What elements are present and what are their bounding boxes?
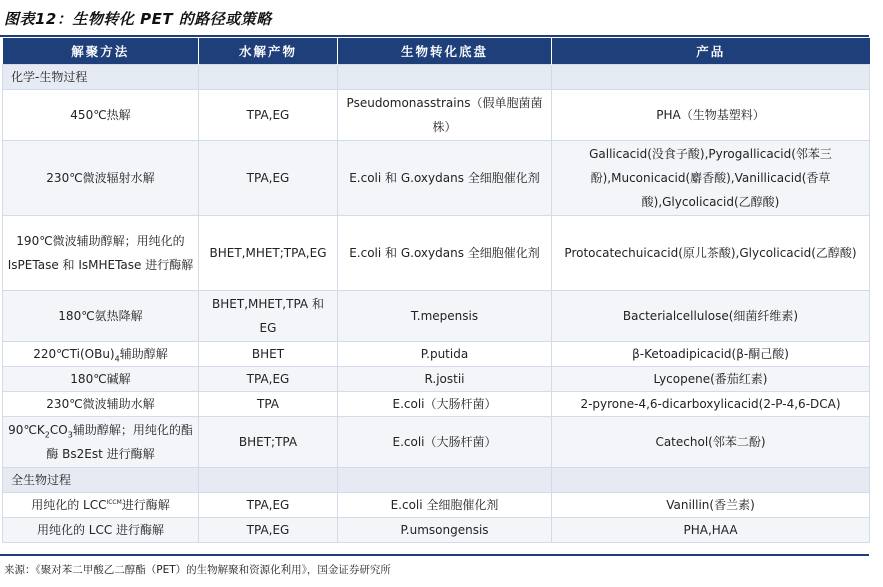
cell-chassis: E.coli 和 G.oxydans 全细胞催化剂 [338,141,552,216]
cell-method: 230℃微波辅助水解 [3,392,199,417]
table-row [3,291,870,342]
cell-chassis: T.mepensis [338,291,552,342]
cell-output: Bacterialcellulose(细菌纤维素) [552,291,870,342]
table-row [3,141,870,216]
cell-method: 180℃氨热降解 [3,291,199,342]
cell-output: Catechol(邻苯二酚) [552,417,870,468]
cell-method: 190℃微波辅助醇解；用纯化的 IsPETase 和 IsMHETase 进行酶解 [3,216,199,291]
cell-product: BHET [199,342,338,367]
col-header-hydrolysis-product: 水解产物 [199,38,338,65]
table-row [3,518,870,543]
header-row [3,38,870,65]
section-label: 化学-生物过程 [3,65,199,90]
source-note: 来源：《聚对苯二甲酸乙二醇酯（PET）的生物解聚和资源化利用》，国金证券研究所 [4,564,391,576]
cell-output: Gallicacid(没食子酸),Pyrogallicacid(邻苯三酚),Muconicacid(麝香酸),Vanillicacid(香草酸),Glycolicacid(乙醇酸) [552,141,870,216]
cell-product: TPA [199,392,338,417]
section-row-chem-bio [3,65,870,90]
cell-method: 230℃微波辐射水解 [3,141,199,216]
cell-product: BHET;TPA [199,417,338,468]
cell-method: $220℃Ti(OBu)_4$辅助醇解 [3,342,199,367]
table-row [3,367,870,392]
cell-method: 450℃热解 [3,90,199,141]
table-row [3,90,870,141]
cell-chassis: P.putida [338,342,552,367]
cell-product: TPA,EG [199,493,338,518]
cell-method: 用纯化的 $LCC^{ICCM}$进行酶解 [3,493,199,518]
cell-product: TPA,EG [199,141,338,216]
section-label: 全生物过程 [3,468,199,493]
pet-pathway-table [2,38,870,543]
cell-chassis: E.coli 和 G.oxydans 全细胞催化剂 [338,216,552,291]
cell-output: Vanillin(香兰素) [552,493,870,518]
cell-method: $90℃K_2CO_3$辅助醇解；用纯化的酯酶 Bs2Est 进行酶解 [3,417,199,468]
cell-output: Protocatechuicacid(原儿茶酸),Glycolicacid(乙醇酸) [552,216,870,291]
section-row-full-bio [3,468,870,493]
table-row [3,417,870,468]
cell-product: TPA,EG [199,518,338,543]
table-row [3,392,870,417]
table-row [3,342,870,367]
cell-chassis: E.coli（大肠杆菌） [338,417,552,468]
cell-output: 2-pyrone-4,6-dicarboxylicacid(2-P-4,6-DCA) [552,392,870,417]
title-rule [0,35,869,37]
col-header-method: 解聚方法 [3,38,199,65]
cell-method: 用纯化的 LCC 进行酶解 [3,518,199,543]
col-header-chassis: 生物转化底盘 [338,38,552,65]
cell-product: BHET,MHET;TPA,EG [199,216,338,291]
cell-output: PHA,HAA [552,518,870,543]
cell-chassis: Pseudomonasstrains（假单胞菌菌株） [338,90,552,141]
col-header-output: 产品 [552,38,870,65]
figure-title: 图表12：生物转化 PET 的路径或策略 [4,10,272,28]
bottom-rule [0,554,869,556]
cell-chassis: P.umsongensis [338,518,552,543]
cell-product: TPA,EG [199,367,338,392]
table-row [3,493,870,518]
cell-product: TPA,EG [199,90,338,141]
cell-method: 180℃碱解 [3,367,199,392]
cell-output: PHA（生物基塑料） [552,90,870,141]
cell-chassis: E.coli 全细胞催化剂 [338,493,552,518]
cell-chassis: R.jostii [338,367,552,392]
cell-product: BHET,MHET,TPA 和 EG [199,291,338,342]
table-row [3,216,870,291]
cell-output: β-Ketoadipicacid(β-酮己酸) [552,342,870,367]
cell-chassis: E.coli（大肠杆菌） [338,392,552,417]
cell-output: Lycopene(番茄红素) [552,367,870,392]
